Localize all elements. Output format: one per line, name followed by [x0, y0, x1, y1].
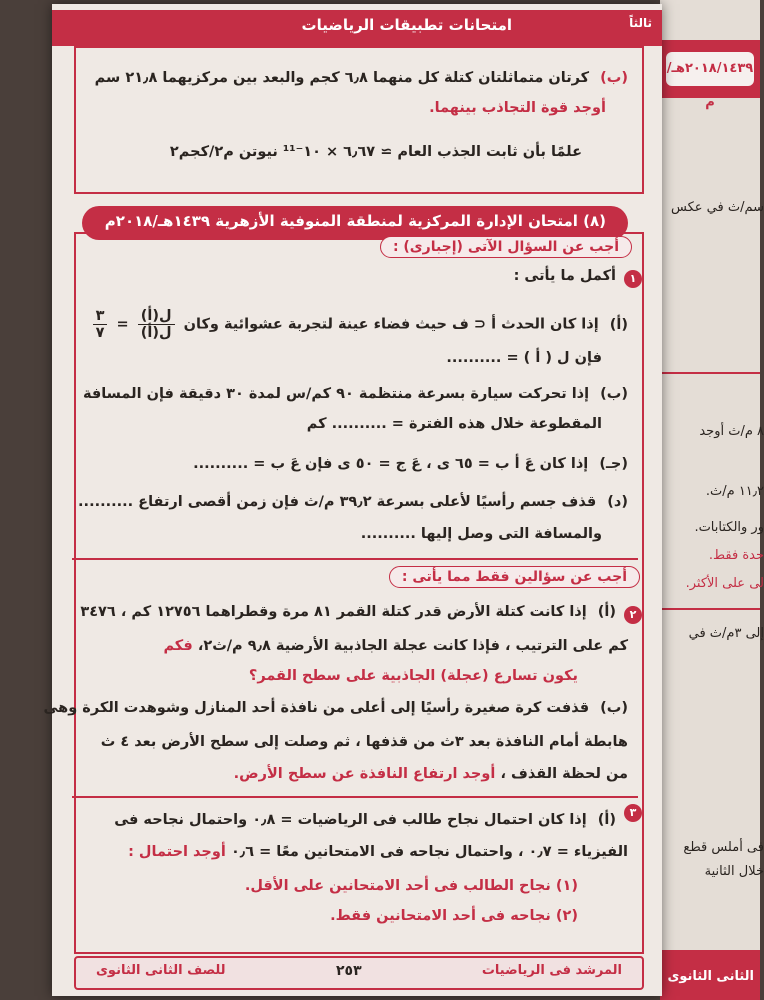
- question-text: الفيزياء = ٠٫٧ ، واحتمال نجاحه فى الامتحانين معًا = ٠٫٦: [230, 844, 628, 860]
- opposite-fragment: حدة فقط.: [708, 548, 764, 563]
- q1a-line2: فإن ل ( أ ) = ..........: [446, 350, 602, 366]
- question-text: قذف جسم رأسيًا لأعلى بسرعة ٣٩٫٢ م/ث فإن زمن أقصى ارتفاع ..........: [78, 494, 597, 510]
- question-text: قذفت كرة صغيرة رأسيًا إلى أعلى من نافذة أحد المنازل وشوهدت الكرة وهى: [43, 700, 590, 716]
- question-label: (ب): [600, 386, 628, 402]
- question-text: إذا كانت كتلة الأرض قدر كتلة القمر ٨١ مرة وقطراهما ١٢٧٥٦ كم ، ٣٤٧٦: [80, 604, 587, 620]
- instruction-mandatory: أجب عن السؤال الآتى (إجبارى) :: [380, 236, 632, 258]
- opposite-footer-label: الثانى الثانوى: [667, 969, 754, 984]
- page-header: [52, 10, 662, 46]
- opposite-fragment: ور والكتابات.: [694, 520, 764, 535]
- question-text: كم على الترتيب ، فإذا كانت عجلة الجاذبية الأرضية ٩٫٨ م/ث٢،: [197, 638, 628, 654]
- opposite-fragment: سم/ث في عكس: [671, 200, 764, 215]
- page-number: ٢٥٣: [336, 963, 362, 979]
- q1d-line2: والمسافة التى وصل إليها ..........: [360, 526, 602, 542]
- prev-question-b-line2: أوجد قوة التجاذب بينهما.: [429, 100, 606, 116]
- prev-question-b-line1: [76, 70, 628, 86]
- opposite-fragment: إلى ٣م/ث في: [688, 626, 764, 641]
- question-number-badge: ٢: [624, 606, 642, 624]
- fraction: [138, 308, 175, 341]
- opposite-divider: [660, 608, 760, 610]
- fraction-denominator: ل(أ): [140, 325, 172, 341]
- fraction-numerator: ل(أ): [138, 308, 175, 325]
- q1c-line: [76, 456, 628, 472]
- question-label: (أ): [597, 812, 616, 828]
- question-label: (د): [607, 494, 628, 510]
- page-header-section: ثالثاً: [629, 16, 652, 30]
- fraction-denominator: ٧: [95, 325, 105, 341]
- question-text: من لحظة القذف ،: [500, 766, 628, 782]
- question-label: (أ): [597, 604, 616, 620]
- question-label: (جـ): [599, 456, 628, 472]
- page-header-title: امتحانات تطبيقات الرياضيات: [301, 16, 512, 34]
- q2a-line1: [76, 604, 616, 620]
- question-label: (أ): [609, 316, 628, 333]
- footer-book-title: المرشد فى الرياضيات: [481, 963, 622, 978]
- prev-question-b-line3: علمًا بأن ثابت الجذب العام ≃ ٦٫٦٧ × ١٠⁻¹¹ نيوتن م٢/كجم٢: [169, 144, 582, 160]
- exam-banner-title: (٨) امتحان الإدارة المركزية لمنطقة المنوفية الأزهرية ١٤٣٩هـ/٢٠١٨م: [104, 212, 606, 230]
- section-divider: [72, 558, 638, 560]
- q2a-line3: يكون تسارع (عجلة) الجاذبية على سطح القمر؟: [248, 668, 578, 684]
- opposite-divider: [660, 372, 760, 374]
- fraction-numerator: ٣: [93, 308, 108, 325]
- question-label: (ب): [600, 700, 628, 716]
- previous-question-frame: [74, 46, 644, 194]
- q1d-line1: [76, 494, 628, 510]
- question-text: إذا كان عَ أ ب = ٦٥ ى ، عَ ج = ٥٠ ى فإن عَ ب = ..........: [193, 456, 589, 472]
- q2a-line2: [76, 638, 628, 654]
- question-text-highlight: أوجد احتمال :: [128, 844, 226, 860]
- section-divider: [72, 796, 638, 798]
- q2b-line3: [76, 766, 628, 782]
- page-footer: [74, 956, 644, 990]
- opposite-fragment: خلال الثانية: [704, 864, 764, 879]
- instruction-choose-two: أجب عن سؤالين فقط مما يأتى :: [389, 566, 640, 588]
- q2b-line2: هابطة أمام النافذة بعد ٣ث من قذفها ، ثم وصلت إلى سطح الأرض بعد ٤ ث: [100, 734, 628, 750]
- q1b-line2: المقطوعة خلال هذه الفترة = .......... كم: [306, 416, 602, 432]
- footer-grade: للصف الثانى الثانوى: [96, 963, 226, 978]
- q3a-item1: (١) نجاح الطالب فى أحد الامتحانين على الأقل.: [244, 878, 578, 894]
- q3a-line1: [76, 812, 616, 828]
- question-number-badge: ١: [624, 270, 642, 288]
- question-text-highlight: أوجد ارتفاع النافذة عن سطح الأرض.: [233, 766, 496, 782]
- q3a-line2: [76, 844, 628, 860]
- book-page: [43, 4, 662, 996]
- fraction: [93, 308, 108, 341]
- question-text-highlight: فكم: [163, 638, 193, 654]
- equals-sign: =: [116, 316, 129, 333]
- opposite-fragment: ٨ م/ث أوجد: [699, 424, 764, 439]
- opposite-page: [660, 0, 764, 1000]
- q1a-line1: [76, 308, 628, 341]
- opposite-fragment: لى على الأكثر.: [685, 576, 764, 591]
- question-number-badge: ٣: [624, 804, 642, 822]
- question-text: إذا كان الحدث أ ⊂ ف حيث فضاء عينة لتجربة عشوائية وكان: [183, 316, 599, 333]
- opposite-page-band-label: ٢٠١٨/١٤٣٩هـ/م: [666, 52, 754, 86]
- opposite-fragment: فى أملس قطع: [683, 840, 764, 855]
- q3a-item2: (٢) نجاحه فى أحد الامتحانين فقط.: [330, 908, 578, 924]
- question-text: كرتان متماثلتان كتلة كل منهما ٦٫٨ كجم والبعد بين مركزيهما ٢١٫٨ سم: [94, 70, 590, 86]
- q1b-line1: [76, 386, 628, 402]
- question-label: (ب): [600, 70, 628, 86]
- q1-title: أكمل ما يأتى :: [513, 268, 616, 284]
- question-text: إذا كان احتمال نجاح طالب فى الرياضيات = ٠٫٨ واحتمال نجاحه فى: [114, 812, 587, 828]
- question-text: إذا تحركت سيارة بسرعة منتظمة ٩٠ كم/س لمدة ٣٠ دقيقة فإن المسافة: [82, 386, 590, 402]
- opposite-fragment: ١١٫٢ م/ث.: [705, 484, 764, 499]
- q2b-line1: [43, 700, 628, 716]
